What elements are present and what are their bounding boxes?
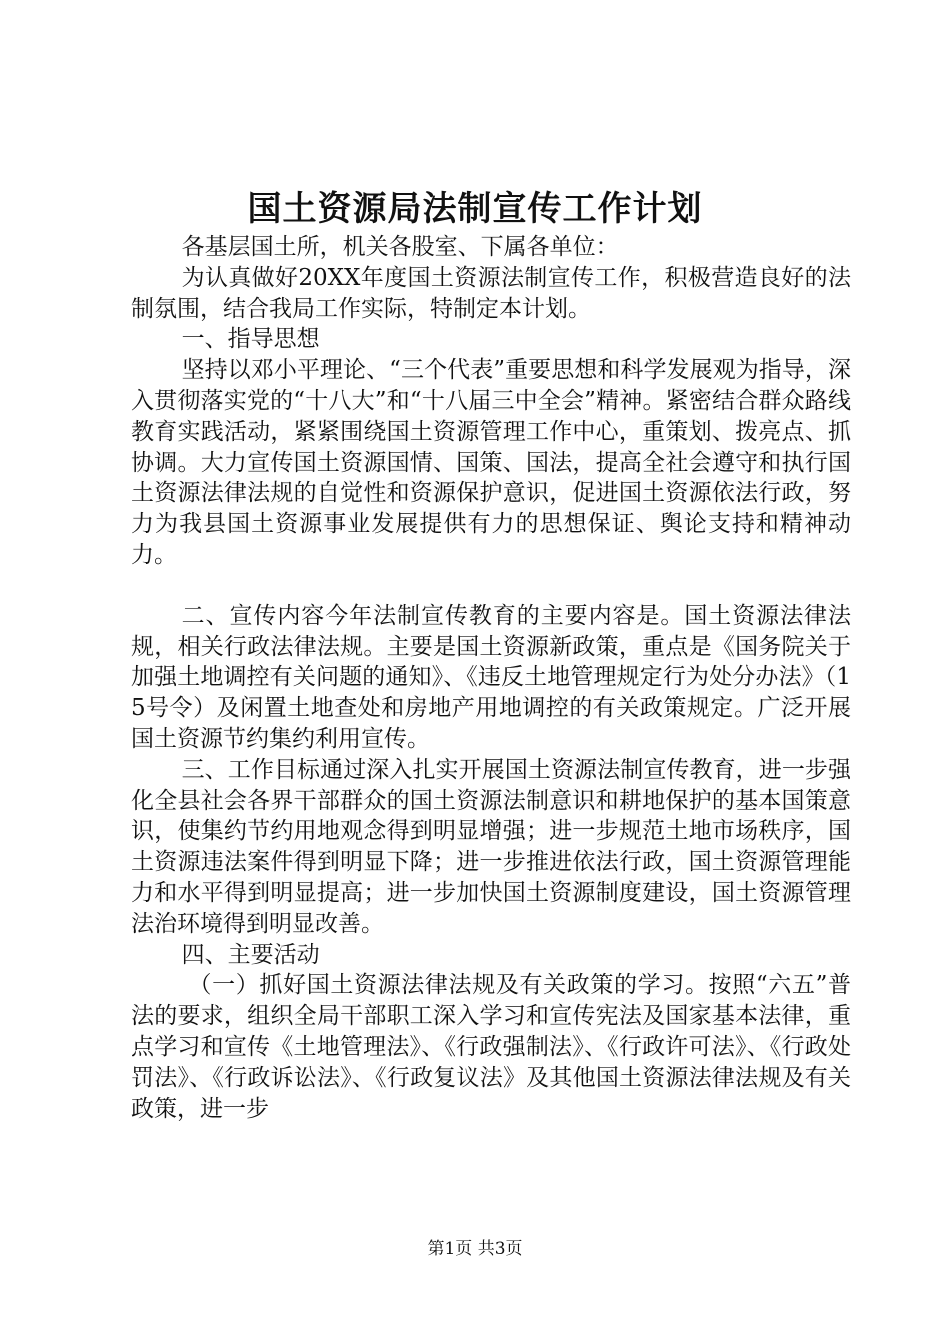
activity-one-paragraph: （一）抓好国土资源法律法规及有关政策的学习。按照“六五”普法的要求，组织全局干部职工深入学习和宣传宪法及国家基本法律，重点学习和宣传《土地管理法》、《行政强制法》、《行政许可法》、《行政处罚法》、《行政诉讼法》、《行政复议法》及其他国土资源法律法规及有关政策，进一步	[131, 972, 851, 1122]
paragraph-spacer	[131, 571, 851, 601]
work-goals-paragraph: 三、工作目标通过深入扎实开展国土资源法制宣传教育，进一步强化全县社会各界干部群众的国土资源法制意识和耕地保护的基本国策意识，使集约节约用地观念得到明显增强；进一步规范土地市场秩序，国土资源违法案件得到明显下降；进一步推进依法行政，国土资源管理能力和水平得到明显提高；进一步加快国土资源制度建设，国土资源管理法治环境得到明显改善。	[131, 756, 851, 937]
section-heading-guiding-ideology: 一、指导思想	[181, 326, 320, 353]
publicity-content-paragraph: 二、宣传内容今年法制宣传教育的主要内容是。国土资源法律法规，相关行政法律法规。主要是国土资源新政策，重点是《国务院关于加强土地调控有关问题的通知》、《违反土地管理规定行为处分办法》（15号令）及闲置土地查处和房地产用地调控的有关政策规定。广泛开展国土资源节约集约利用宣传。	[131, 602, 851, 752]
intro-paragraph: 为认真做好20XX年度国土资源法制宣传工作，积极营造良好的法制氛围，结合我局工作实际，特制定本计划。	[131, 264, 851, 322]
section-heading-main-activities: 四、主要活动	[181, 941, 320, 968]
document-title: 国土资源局法制宣传工作计划	[247, 189, 703, 229]
guiding-ideology-paragraph: 坚持以邓小平理论、“三个代表”重要思想和科学发展观为指导，深入贯彻落实党的“十八大”和“十八届三中全会”精神。紧密结合群众路线教育实践活动，紧紧围绕国土资源管理工作中心，重策划、拨亮点、抓协调。大力宣传国土资源国情、国策、国法，提高全社会遵守和执行国土资源法律法规的自觉性和资源保护意识，促进国土资源依法行政，努力为我县国土资源事业发展提供有力的思想保证、舆论支持和精神动力。	[131, 357, 851, 568]
document-body	[131, 232, 851, 1124]
page-number-footer: 第1页 共3页	[427, 1239, 523, 1259]
salutation-paragraph: 各基层国土所，机关各股室、下属各单位：	[181, 234, 619, 260]
